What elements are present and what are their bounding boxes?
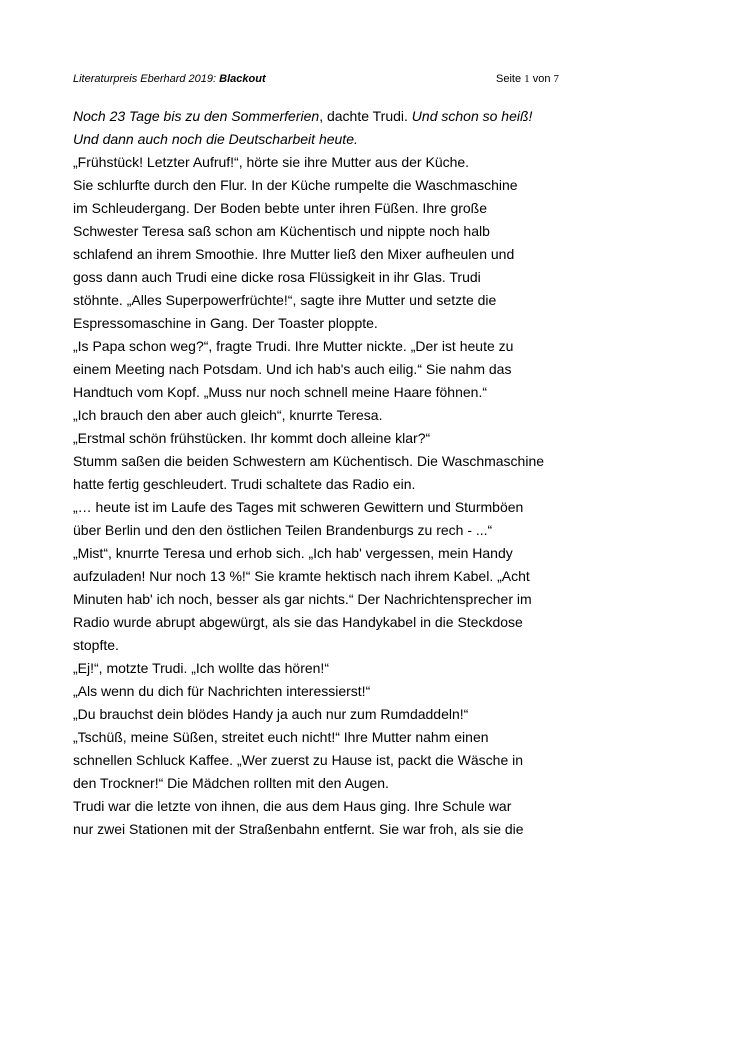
- header-title-bold: Blackout: [219, 73, 266, 85]
- text-line: hatte fertig geschleudert. Trudi schaltete das Radio ein.: [73, 476, 416, 492]
- text-line: „Tschüß, meine Süßen, streitet euch nicht!“ Ihre Mutter nahm einen: [73, 729, 489, 745]
- text-line: „Als wenn du dich für Nachrichten interessierst!“: [73, 683, 371, 699]
- text-italic: Und schon so heiß!: [411, 108, 533, 124]
- text-line: Minuten hab' ich noch, besser als gar nichts.“ Der Nachrichtensprecher im: [73, 591, 532, 607]
- page-header: [73, 70, 573, 88]
- text-line: „Mist“, knurrte Teresa und erhob sich. „Ich hab' vergessen, mein Handy: [73, 545, 513, 561]
- text-line: Stumm saßen die beiden Schwestern am Küchentisch. Die Waschmaschine: [73, 453, 545, 469]
- text-line: „Ej!“, motzte Trudi. „Ich wollte das hören!“: [73, 660, 329, 676]
- page-current: 1: [524, 73, 530, 85]
- text-line: stopfte.: [73, 637, 119, 653]
- text-line: über Berlin und den den östlichen Teilen Brandenburgs zu rech - ...“: [73, 522, 493, 538]
- text-line: goss dann auch Trudi eine dicke rosa Flüssigkeit in ihr Glas. Trudi: [73, 269, 481, 285]
- text-line: stöhnte. „Alles Superpowerfrüchte!“, sagte ihre Mutter und setzte die: [73, 292, 497, 308]
- text-line: „Frühstück! Letzter Aufruf!“, hörte sie ihre Mutter aus der Küche.: [73, 154, 470, 170]
- text-line: schlafend an ihrem Smoothie. Ihre Mutter ließ den Mixer aufheulen und: [73, 246, 515, 262]
- header-title: [73, 70, 266, 88]
- text-line: einem Meeting nach Potsdam. Und ich hab's auch eilig.“ Sie nahm das: [73, 361, 512, 377]
- text-line: schnellen Schluck Kaffee. „Wer zuerst zu Hause ist, packt die Wäsche in: [73, 752, 524, 768]
- text-italic: Noch 23 Tage bis zu den Sommerferien: [73, 108, 320, 124]
- text-line: „Is Papa schon weg?“, fragte Trudi. Ihre Mutter nickte. „Der ist heute zu: [73, 338, 514, 354]
- text-line: „… heute ist im Laufe des Tages mit schweren Gewittern und Sturmböen: [73, 499, 524, 515]
- text-line: Schwester Teresa saß schon am Küchentisch und nippte noch halb: [73, 223, 490, 239]
- text-line: den Trockner!“ Die Mädchen rollten mit den Augen.: [73, 775, 389, 791]
- text-line: Radio wurde abrupt abgewürgt, als sie das Handykabel in die Steckdose: [73, 614, 523, 630]
- text-line: [73, 105, 593, 128]
- text-line: Und dann auch noch die Deutscharbeit heute.: [73, 131, 358, 147]
- header-title-prefix: Literaturpreis Eberhard 2019:: [73, 73, 220, 85]
- text-line: „Ich brauch den aber auch gleich“, knurrte Teresa.: [73, 407, 383, 423]
- story-text: [73, 105, 593, 841]
- text-line: Sie schlurfte durch den Flur. In der Küche rumpelte die Waschmaschine: [73, 177, 518, 193]
- page-of: von: [529, 73, 554, 85]
- text-line: „Du brauchst dein blödes Handy ja auch nur zum Rumdaddeln!“: [73, 706, 469, 722]
- text-line: aufzuladen! Nur noch 13 %!“ Sie kramte hektisch nach ihrem Kabel. „Acht: [73, 568, 530, 584]
- page-total: 7: [553, 73, 559, 85]
- text-line: im Schleudergang. Der Boden bebte unter ihren Füßen. Ihre große: [73, 200, 488, 216]
- page-word: Seite: [496, 73, 525, 85]
- text-line: Handtuch vom Kopf. „Muss nur noch schnell meine Haare föhnen.“: [73, 384, 487, 400]
- text-regular: , dachte Trudi.: [319, 108, 412, 124]
- text-line: Espressomaschine in Gang. Der Toaster ploppte.: [73, 315, 378, 331]
- text-line: „Erstmal schön frühstücken. Ihr kommt doch alleine klar?“: [73, 430, 431, 446]
- page-number: [496, 70, 559, 88]
- text-line: Trudi war die letzte von ihnen, die aus dem Haus ging. Ihre Schule war: [73, 798, 512, 814]
- text-line: nur zwei Stationen mit der Straßenbahn entfernt. Sie war froh, als sie die: [73, 821, 524, 837]
